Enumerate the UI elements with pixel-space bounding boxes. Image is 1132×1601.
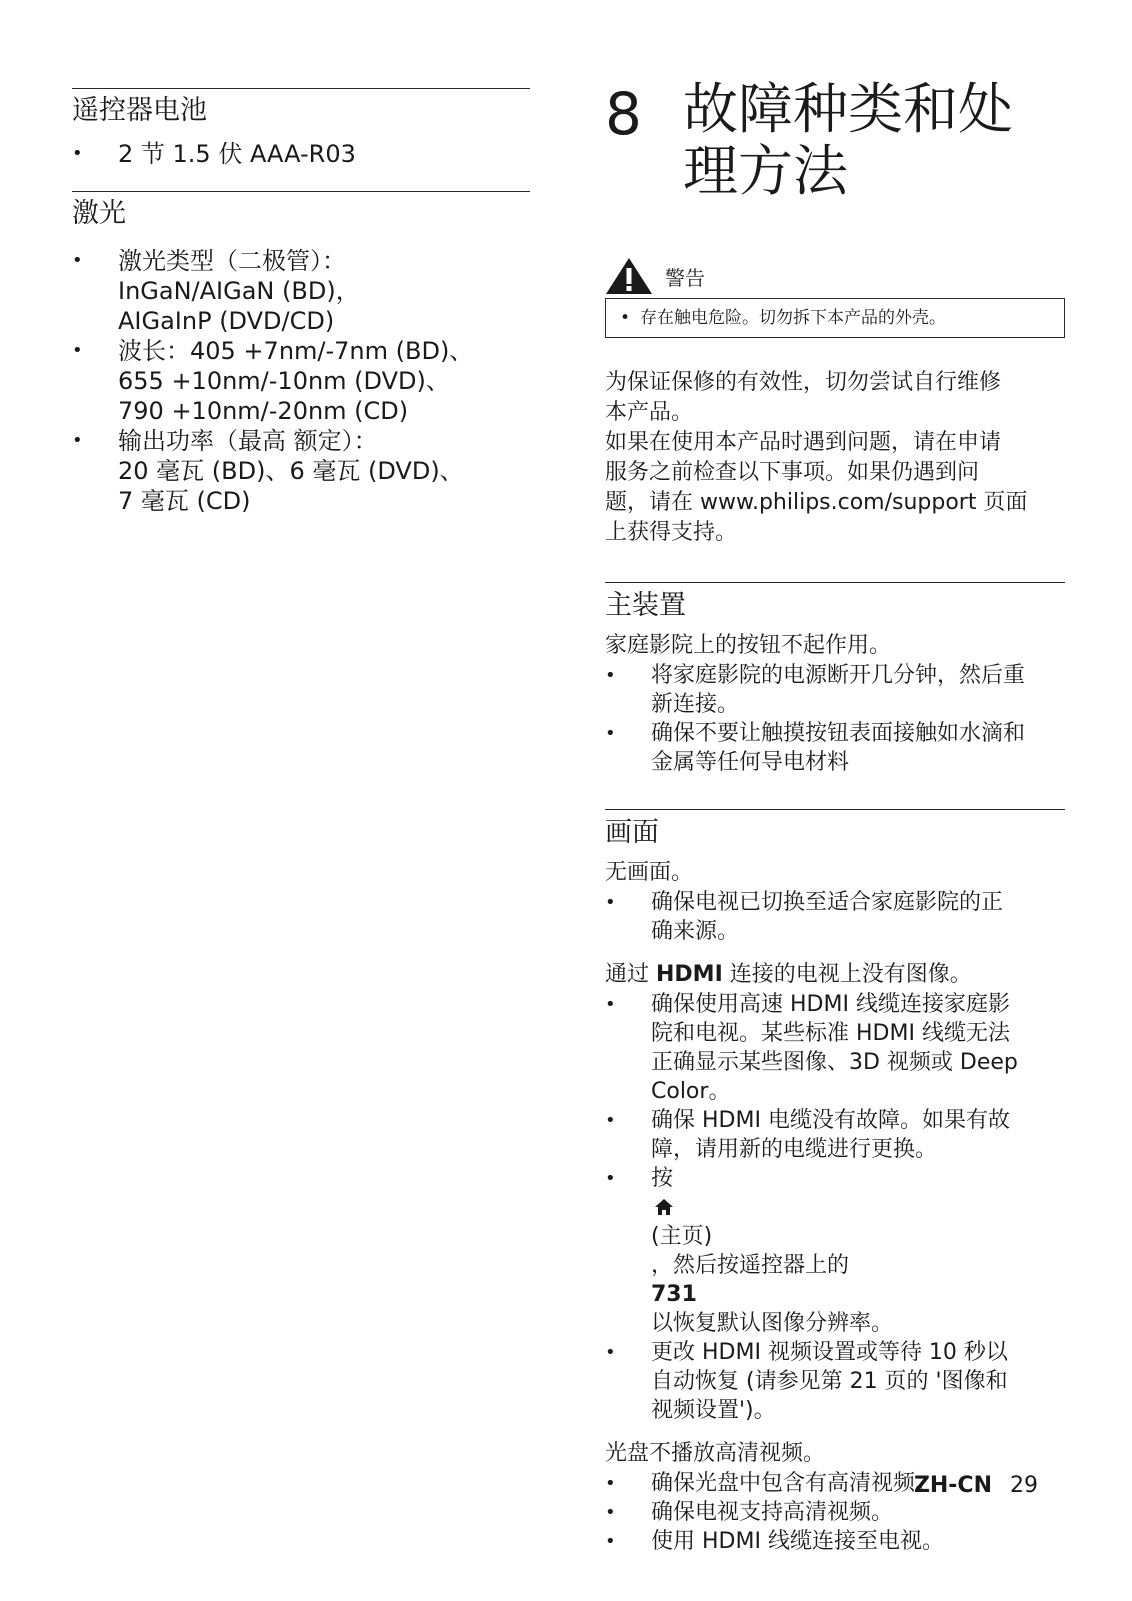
text-line: Color。	[651, 1079, 731, 1104]
text-line: 院和电视。某些标准 HDMI 线缆无法	[651, 1021, 1010, 1046]
list-item	[605, 1338, 1065, 1425]
language-code: ZH-CN	[913, 1473, 992, 1498]
text-line: 20 毫瓦 (BD)、6 毫瓦 (DVD)、	[118, 457, 464, 485]
list-item	[605, 1164, 1065, 1338]
page-number: 29	[1010, 1473, 1038, 1498]
warning-label: 警告	[665, 265, 705, 290]
list-item	[72, 336, 530, 426]
text-line: • 输出功率（最高 额定）：	[118, 427, 378, 455]
list-item: • 使用 HDMI 线缆连接至电视。	[605, 1527, 1065, 1556]
text-run: 连接的电视上没有图像。	[722, 962, 972, 987]
text-line	[651, 1280, 1065, 1338]
text-run: HDMI	[656, 962, 723, 987]
text-line: • 确保使用高速 HDMI 线缆连接家庭影	[651, 992, 1010, 1017]
chapter-title	[683, 78, 1013, 202]
text-line: 655 +10nm/-10nm (DVD)、	[118, 367, 450, 395]
text-line: • 确保 HDMI 电缆没有故障。如果有故	[651, 1108, 1010, 1133]
text-line: 7 毫瓦 (CD)	[118, 487, 251, 515]
list-item: • 确保光盘中包含有高清视频。	[605, 1469, 1065, 1498]
text-line: 视频设置')。	[651, 1398, 776, 1423]
paragraph	[605, 428, 1065, 548]
remote-battery-heading: 遥控器电池	[72, 88, 530, 129]
text-line: 金属等任何导电材料	[651, 750, 850, 775]
text-line: 本产品。	[605, 400, 694, 425]
main-unit-heading: 主装置	[605, 582, 1065, 625]
list-item	[72, 246, 530, 336]
remote-code: 731	[651, 1282, 697, 1307]
list-item: • 2 节 1.5 伏 AAA-R03	[72, 139, 530, 169]
text-line: 如果在使用本产品时遇到问题，请在申请	[605, 430, 1002, 455]
text-line: 确来源。	[651, 919, 740, 944]
text-line: • 更改 HDMI 视频设置或等待 10 秒以	[651, 1340, 1008, 1365]
text-line: 为保证保修的有效性，切勿尝试自行维修	[605, 370, 1002, 395]
warning-content	[605, 298, 1065, 338]
warning-box	[605, 256, 1065, 338]
problem-statement	[605, 960, 1065, 990]
text-line: • 波长：405 +7nm/-7nm (BD)、	[118, 337, 474, 365]
chapter-title-line: 故障种类和处	[683, 77, 1014, 141]
problem-statement: 家庭影院上的按钮不起作用。	[605, 633, 892, 658]
problem-statement: 光盘不播放高清视频。	[605, 1441, 826, 1466]
list-item: • 确保电视支持高清视频。	[605, 1498, 1065, 1527]
hdmi-no-image-list	[605, 990, 1065, 1425]
text-line: AIGaInP (DVD/CD)	[118, 307, 335, 335]
text-run: • 按	[651, 1166, 674, 1191]
main-unit-list	[605, 661, 1065, 777]
text-line: 新连接。	[651, 692, 740, 717]
warning-text: 存在触电危险。切勿拆下本产品的外壳。	[640, 308, 947, 328]
list-item	[605, 888, 1065, 946]
laser-list	[72, 246, 530, 516]
text-line: • 将家庭影院的电源断开几分钟，然后重	[651, 663, 1026, 688]
text-line	[651, 1164, 1065, 1280]
text-line: 正确显示某些图像、3D 视频或 Deep	[651, 1050, 1018, 1075]
text-line: 自动恢复 (请参见第 21 页的 '图像和	[651, 1369, 1008, 1394]
warning-header	[605, 256, 1065, 296]
paragraph	[605, 368, 1065, 428]
bullet: •	[620, 308, 631, 328]
text-line: 障，请用新的电缆进行更换。	[651, 1137, 938, 1162]
remote-battery-list	[72, 139, 530, 169]
text-line: • 确保不要让触摸按钮表面接触如水滴和	[651, 721, 1026, 746]
text-line: 服务之前检查以下事项。如果仍遇到问	[605, 460, 980, 485]
text-line: InGaN/AIGaN (BD)，	[118, 277, 360, 305]
list-item	[605, 990, 1065, 1106]
text-line: 题，请在 www.philips.com/support 页面	[605, 490, 1028, 515]
chapter-title-line: 理方法	[683, 139, 849, 203]
no-picture-list	[605, 888, 1065, 946]
text-line: 上获得支持。	[605, 520, 738, 545]
picture-heading: 画面	[605, 809, 1065, 852]
text-line: • 激光类型（二极管）：	[118, 247, 346, 275]
list-item	[72, 426, 530, 516]
chapter-number: 8	[605, 80, 642, 148]
text-line: 790 +10nm/-20nm (CD)	[118, 397, 409, 425]
left-column	[72, 88, 530, 516]
list-item	[605, 661, 1065, 719]
home-icon	[655, 1199, 673, 1215]
list-item	[605, 719, 1065, 777]
text-run: (主页)	[651, 1224, 713, 1249]
text-run: ，然后按遥控器上的	[651, 1253, 850, 1278]
page-footer	[914, 1473, 1038, 1498]
intro-text	[605, 368, 1065, 548]
text-line: • 确保电视已切换至适合家庭影院的正	[651, 890, 1004, 915]
problem-statement: 无画面。	[605, 860, 694, 885]
text-run: 通过	[605, 962, 656, 987]
chapter-heading	[605, 74, 1065, 202]
list-item	[605, 1106, 1065, 1164]
right-column	[605, 74, 1065, 1556]
laser-heading: 激光	[72, 191, 530, 232]
warning-icon	[605, 257, 653, 295]
text-run: 以恢复默认图像分辨率。	[651, 1311, 894, 1336]
